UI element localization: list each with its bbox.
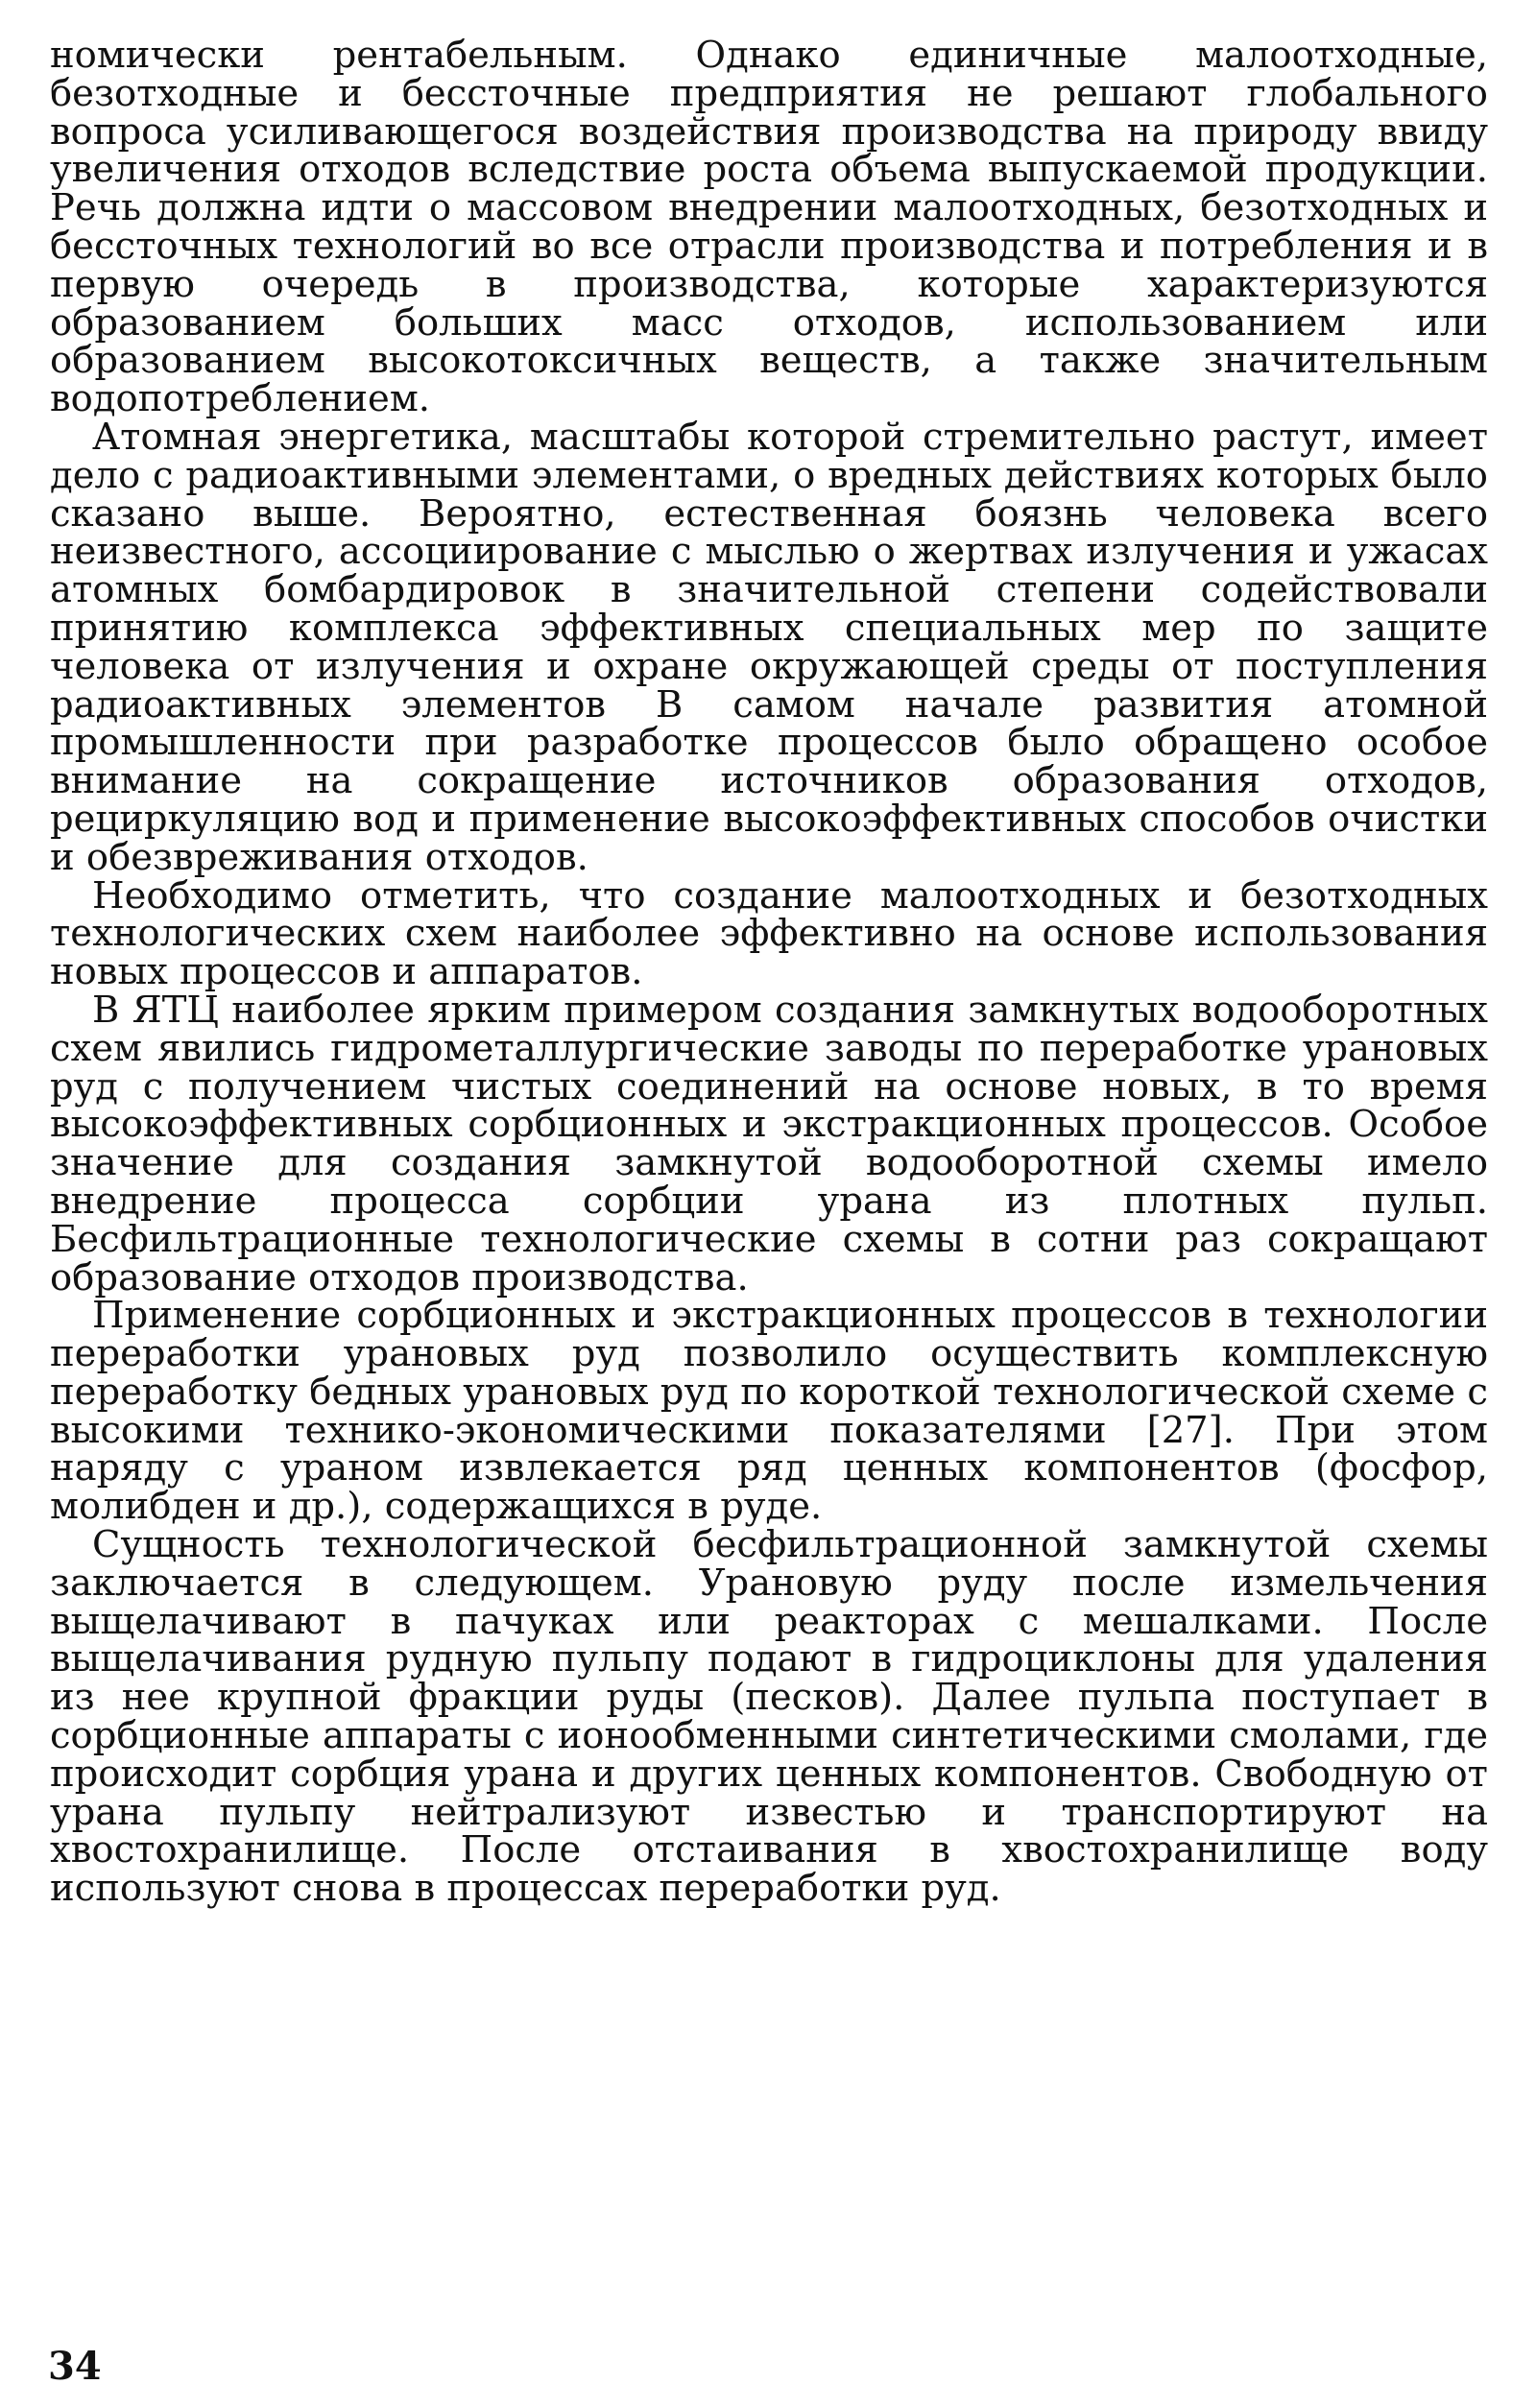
paragraph-sorption-extraction: Применение сорбционных и экстракционных процессов в технологии переработки урановых руд позволило осуществить комплексную переработку бедных урановых руд по короткой технологической схеме с высокими технико-экономическими показателями [27]. При этом наряду с ураном извлекается ряд ценных компонентов (фосфор, молибден и др.), содержащихся в руде.: [50, 1294, 1488, 1529]
paragraph-ntc-example: В ЯТЦ наиболее ярким примером создания замкнутых водооборотных схем явились гидрометаллургические заводы по переработке урановых руд с получением чистых соединений на основе новых, в то время высокоэффективных сорбционных и экстракционных процессов. Особое значение для создания замкнутой водооборотной схемы имело внедрение процесса сорбции урана из плотных пульп. Бесфильтрационные технологические схемы в сотни раз сокращают образование отходов производства.: [50, 988, 1488, 1299]
paragraph-nuclear-energy: Атомная энергетика, масштабы которой стремительно растут, имеет дело с радиоактивными элементами, о вредных действиях которых было сказано выше. Вероятно, естественная боязнь человека всего неизвестного, ассоциирование с мыслью о жертвах излучения и ужасах атомных бомбардировок в значительной степени содействовали принятию комплекса эффективных специальных мер по защите человека от излучения и охране окружающей среды от поступления радиоактивных элементов В самом начале развития атомной промышленности при разработке процессов было обращено особое внимание на сокращение источников образования отходов, рециркуляцию вод и применение высокоэффективных способов очистки и обезвреживания отходов.: [50, 415, 1488, 879]
paragraph-closed-scheme: Сущность технологической бесфильтрационной замкнутой схемы заключается в следующем. Урановую руду после измельчения выщелачивают в пачуках или реакторах с мешалками. После выщелачивания рудную пульпу подают в гидроциклоны для удаления из нее крупной фракции руды (песков). Далее пульпа поступает в сорбционные аппараты с ионообменными синтетическими смолами, где происходит сорбция урана и других ценных компонентов. Свободную от урана пульпу нейтрализуют известью и транспортируют на хвостохранилище. После отстаивания в хвостохранилище воду используют снова в процессах переработки руд.: [50, 1523, 1488, 1911]
page-body: [50, 34, 1488, 1911]
page-number: 34: [48, 2344, 102, 2389]
paragraph-low-waste-schemes: Необходимо отметить, что создание малоотходных и безотходных технологических схем наиболее эффективно на основе использования новых процессов и аппаратов.: [50, 873, 1488, 994]
paragraph-continuation: номически рентабельным. Однако единичные малоотходные, безотходные и бессточные предприятия не решают глобального вопроса усиливающегося воздействия производства на природу ввиду увеличения отходов вследствие роста объема выпускаемой продукции. Речь должна идти о массовом внедрении малоотходных, безотходных и бессточных технологий во все отрасли производства и потребления и в первую очередь в производства, которые характеризуются образованием больших масс отходов, использованием или образованием высокотоксичных веществ, а также значительным водопотреблением.: [50, 34, 1488, 421]
